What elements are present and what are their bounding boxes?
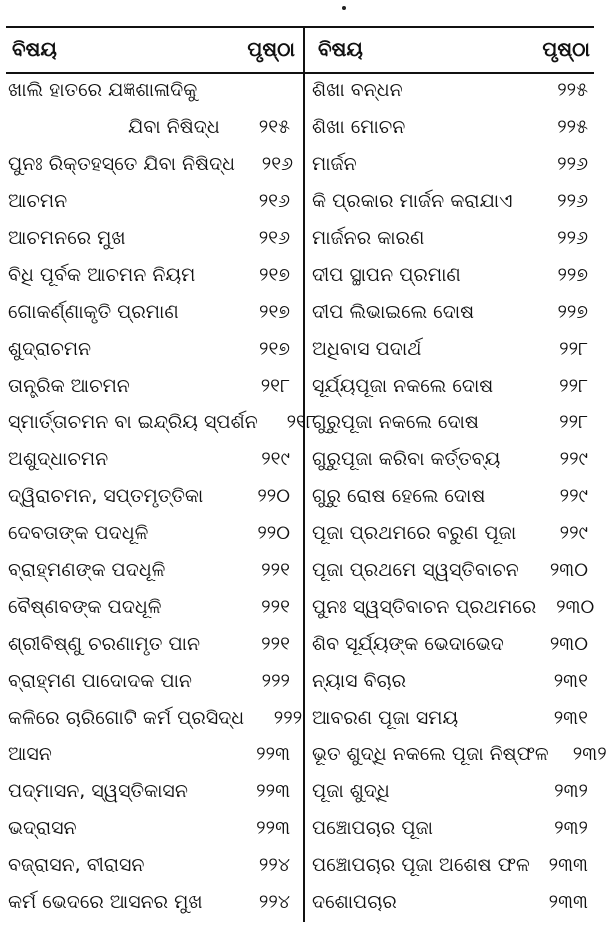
toc-entry <box>312 884 594 921</box>
entry-title: ଭୂତ ଶୁଦ୍ଧି ନକଲେ ପୂଜା ନିଷ୍ଫଳ <box>312 743 549 766</box>
entry-page-number: ୨୧୬ <box>261 153 294 176</box>
entry-page-number: ୨୧୬ <box>258 227 290 249</box>
toc-entry <box>312 293 594 330</box>
toc-entry <box>8 736 298 773</box>
toc-entry <box>312 183 594 220</box>
entry-title: ଅଶୁଦ୍ଧାଚମନ <box>8 448 109 471</box>
toc-entry <box>312 699 594 736</box>
toc-entry <box>8 515 298 552</box>
toc-entry <box>8 773 298 810</box>
toc-entry <box>312 109 594 146</box>
entry-title: ବ୍ରାହ୍ମଣଙ୍କ ପଦଧୂଳି <box>8 559 166 582</box>
entry-page-number: ୨୧୮ <box>260 374 290 397</box>
entry-page-number: ୨୨୩ <box>256 780 290 803</box>
entry-page-number: ୨୨୬ <box>557 227 588 249</box>
entry-page-number: ୨୨୦ <box>257 485 290 508</box>
toc-entry <box>8 588 298 625</box>
left-subject-heading: ବିଷୟ <box>12 37 57 61</box>
entry-title: କି ପ୍ରକାର ମାର୍ଜନ କରାଯାଏ <box>312 190 513 213</box>
entry-page-number: ୨୨୧ <box>261 559 290 582</box>
left-column <box>8 72 316 920</box>
entry-page-number: ୨୩୨ <box>572 743 607 766</box>
toc-entry <box>8 662 298 699</box>
entry-title: ଖାଲି ହାତରେ ଯଜ୍ଞଶାଳାଦିକୁ <box>8 79 198 102</box>
toc-entry <box>8 293 298 330</box>
entry-page-number: ୨୧୭ <box>259 337 290 360</box>
entry-page-number: ୨୩୦ <box>556 595 595 618</box>
entry-page-number: ୨୨୮ <box>559 374 588 397</box>
entry-title: ପୂଜା ଶୁଦ୍ଧି <box>312 780 390 803</box>
column-divider <box>303 26 305 922</box>
entry-page-number: ୨୨୬ <box>557 153 588 176</box>
toc-entry <box>8 810 298 847</box>
entry-page-number: ୨୨୫ <box>557 79 588 102</box>
entry-page-number: ୨୨୩ <box>256 743 290 766</box>
toc-entry <box>312 441 594 478</box>
entry-page-number: ୨୩୧ <box>553 669 588 692</box>
entry-page-number: ୨୨୯ <box>559 485 588 508</box>
right-subject-heading: ବିଷୟ <box>318 37 363 61</box>
entry-title: ପଞ୍ଚୋପଚାର ପୂଜା ଅଶେଷ ଫଳ <box>312 854 530 877</box>
entry-title: ବ୍ରାହ୍ମଣ ପାଦୋଦକ ପାନ <box>8 669 193 692</box>
entry-title: କଳିରେ ଚାରିଗୋଟି କର୍ମ ପ୍ରସିଦ୍ଧ <box>8 706 245 729</box>
entry-title: ପଞ୍ଚୋପଚାର ପୂଜା <box>312 817 433 840</box>
toc-entry <box>312 662 594 699</box>
entry-title: ଶ୍ରୀବିଷ୍ଣୁ ଚରଣାମୃତ ପାନ <box>8 632 201 655</box>
entry-title: ବୈଷ୍ଣବଙ୍କ ପଦଧୂଳି <box>8 595 162 618</box>
toc-entry <box>312 847 594 884</box>
entry-title: ପୁନଃ ସ୍ୱସ୍ତିବାଚନ ପ୍ରଥମରେ <box>312 595 537 618</box>
toc-entry <box>312 330 594 367</box>
entry-page-number: ୨୨୬ <box>557 190 588 213</box>
entry-page-number: ୨୧୮ <box>286 411 316 434</box>
entry-title: ଦୀପ ଲିଭାଇଲେ ଦୋଷ <box>312 300 475 323</box>
entry-title: କର୍ମ ଭେଦରେ ଆସନର ମୁଖ <box>8 891 203 914</box>
toc-entry <box>8 478 298 515</box>
entry-title: ଗୁରୁପୂଜା କରିବା କର୍ତ୍ତବ୍ୟ <box>312 448 501 471</box>
entry-page-number: ୨୧୬ <box>258 190 290 213</box>
entry-page-number: ୨୨୩ <box>256 817 290 840</box>
toc-entry <box>8 109 298 146</box>
toc-entry <box>312 736 607 773</box>
entry-page-number: ୨୧୭ <box>259 263 290 286</box>
entry-title: ଗୁରୁପୂଜା ନକଲେ ଦୋଷ <box>312 411 479 434</box>
entry-page-number: ୨୨୦ <box>257 522 290 545</box>
toc-entry <box>312 478 594 515</box>
entry-title: ତାନ୍ତ୍ରିକ ଆଚମନ <box>8 374 130 397</box>
toc-entry <box>8 183 298 220</box>
right-column <box>312 72 607 920</box>
entry-title: ଗୁରୁ ରୋଷ ହେଲେ ଦୋଷ <box>312 485 486 508</box>
entry-title: ପଦ୍ମାସନ, ସ୍ୱସ୍ତିକାସନ <box>8 780 188 803</box>
toc-entry <box>312 773 594 810</box>
entry-title: ନ୍ୟାସ ବିଚାର <box>312 669 407 692</box>
toc-entry <box>312 146 594 183</box>
toc-entry <box>312 72 594 109</box>
entry-title: ଯିବା ନିଷିଦ୍ଧ <box>128 116 220 139</box>
entry-title: ଆଚମନରେ ମୁଖ <box>8 227 126 249</box>
entry-title: ପୂଜା ପ୍ରଥମରେ ବରୁଣ ପୂଜା <box>312 522 517 545</box>
toc-entry <box>8 884 298 921</box>
right-header <box>318 26 590 72</box>
toc-entry <box>8 699 303 736</box>
toc-entry <box>312 220 594 257</box>
entry-title: ଶିବ ସୂର୍ଯ୍ୟଙ୍କ ଭେଦାଭେଦ <box>312 632 504 655</box>
entry-page-number: ୨୨୪ <box>258 854 290 877</box>
entry-page-number: ୨୨୨ <box>273 706 303 729</box>
toc-entry <box>8 625 298 662</box>
entry-title: ଅଧିବାସ ପଦାର୍ଥ <box>312 337 422 360</box>
entry-page-number: ୨୨୫ <box>557 116 588 139</box>
entry-title: ଦେବତାଙ୍କ ପଦଧୂଳି <box>8 522 149 545</box>
entry-page-number: ୨୨୧ <box>261 632 290 655</box>
toc-entry <box>8 441 298 478</box>
entry-page-number: ୨୨୯ <box>559 448 588 471</box>
toc-entry <box>312 367 594 404</box>
toc-entry <box>312 404 594 441</box>
entry-title: ଆସନ <box>8 743 52 766</box>
entry-title: ଶିଖା ମୋଚନ <box>312 116 406 139</box>
entry-page-number: ୨୩୩ <box>548 854 588 877</box>
entry-page-number: ୨୨୭ <box>557 263 588 286</box>
entry-page-number: ୨୧୯ <box>261 448 290 471</box>
entry-title: ଭଦ୍ରାସନ <box>8 817 77 840</box>
left-page-heading: ପୃଷ୍ଠା <box>247 37 295 61</box>
toc-entry <box>312 588 594 625</box>
entry-title: ଦ୍ୱିରାଚମନ, ସପ୍ତମୃତ୍ତିକା <box>8 485 204 508</box>
entry-page-number: ୨୩୨ <box>554 780 588 803</box>
print-speck <box>342 6 346 10</box>
toc-entry <box>8 256 298 293</box>
right-page-heading: ପୃଷ୍ଠା <box>542 37 590 61</box>
entry-title: ପୂଜା ପ୍ରଥମେ ସ୍ୱସ୍ତିବାଚନ <box>312 559 519 582</box>
entry-title: ମାର୍ଜନର କାରଣ <box>312 227 425 249</box>
entry-page-number: ୨୨୯ <box>559 522 588 545</box>
entry-page-number: ୨୩୦ <box>549 559 588 582</box>
entry-page-number: ୨୨୮ <box>559 411 588 434</box>
toc-entry <box>8 404 316 441</box>
entry-title: ଆଚମନ <box>8 190 68 213</box>
entry-page-number: ୨୨୮ <box>559 337 588 360</box>
entry-title: ଗୋକର୍ଣ୍ଣାକୃତି ପ୍ରମାଣ <box>8 300 179 323</box>
entry-page-number: ୨୨୨ <box>261 669 290 692</box>
toc-entry <box>312 552 594 589</box>
toc-entry <box>312 515 594 552</box>
entry-title: ବିଧି ପୂର୍ବକ ଆଚମନ ନିୟମ <box>8 263 196 286</box>
entry-page-number: ୨୩୧ <box>553 706 588 729</box>
toc-entry <box>8 552 298 589</box>
toc-entry <box>312 810 594 847</box>
entry-title: ବଜ୍ରାସନ, ବୀରାସନ <box>8 854 145 877</box>
entry-title: ସ୍ମାର୍ତ୍ତାଚମନ ବା ଇନ୍ଦ୍ରିୟ ସ୍ପର୍ଶନ <box>8 411 258 434</box>
entry-title: ପୁନଃ ରିକ୍ତହସ୍ତେ ଯିବା ନିଷିଦ୍ଧ <box>8 153 236 176</box>
entry-page-number: ୨୧୭ <box>259 300 290 323</box>
toc-entry <box>8 72 298 109</box>
entry-title: ସୂର୍ଯ୍ୟପୂଜା ନକଲେ ଦୋଷ <box>312 374 494 397</box>
entry-title: ମାର୍ଜନ <box>312 153 357 176</box>
entry-title: ଦଶୋପଚାର <box>312 891 397 914</box>
entry-title: ଦୀପ ସ୍ଥାପନ ପ୍ରମାଣ <box>312 263 461 286</box>
toc-entry <box>8 146 298 183</box>
entry-title: ଶୁଦ୍ରାଚମନ <box>8 337 92 360</box>
toc-entry <box>8 847 298 884</box>
entry-title: ଶିଖା ବନ୍ଧନ <box>312 79 403 102</box>
entry-page-number: ୨୩୩ <box>548 891 588 914</box>
entry-page-number: ୨୨୪ <box>258 891 290 914</box>
entry-page-number: ୨୨୭ <box>557 300 588 323</box>
entry-page-number: ୨୩୨ <box>554 817 588 840</box>
toc-entry <box>8 330 298 367</box>
toc-entry <box>8 220 298 257</box>
entry-page-number: ୨୨୧ <box>261 595 290 618</box>
toc-entry <box>8 367 298 404</box>
entry-title: ଆବରଣ ପୂଜା ସମୟ <box>312 706 459 729</box>
toc-entry <box>312 625 594 662</box>
entry-page-number: ୨୧୫ <box>258 116 290 139</box>
entry-page-number: ୨୩୦ <box>549 632 588 655</box>
toc-entry <box>312 256 594 293</box>
left-header <box>12 26 295 72</box>
